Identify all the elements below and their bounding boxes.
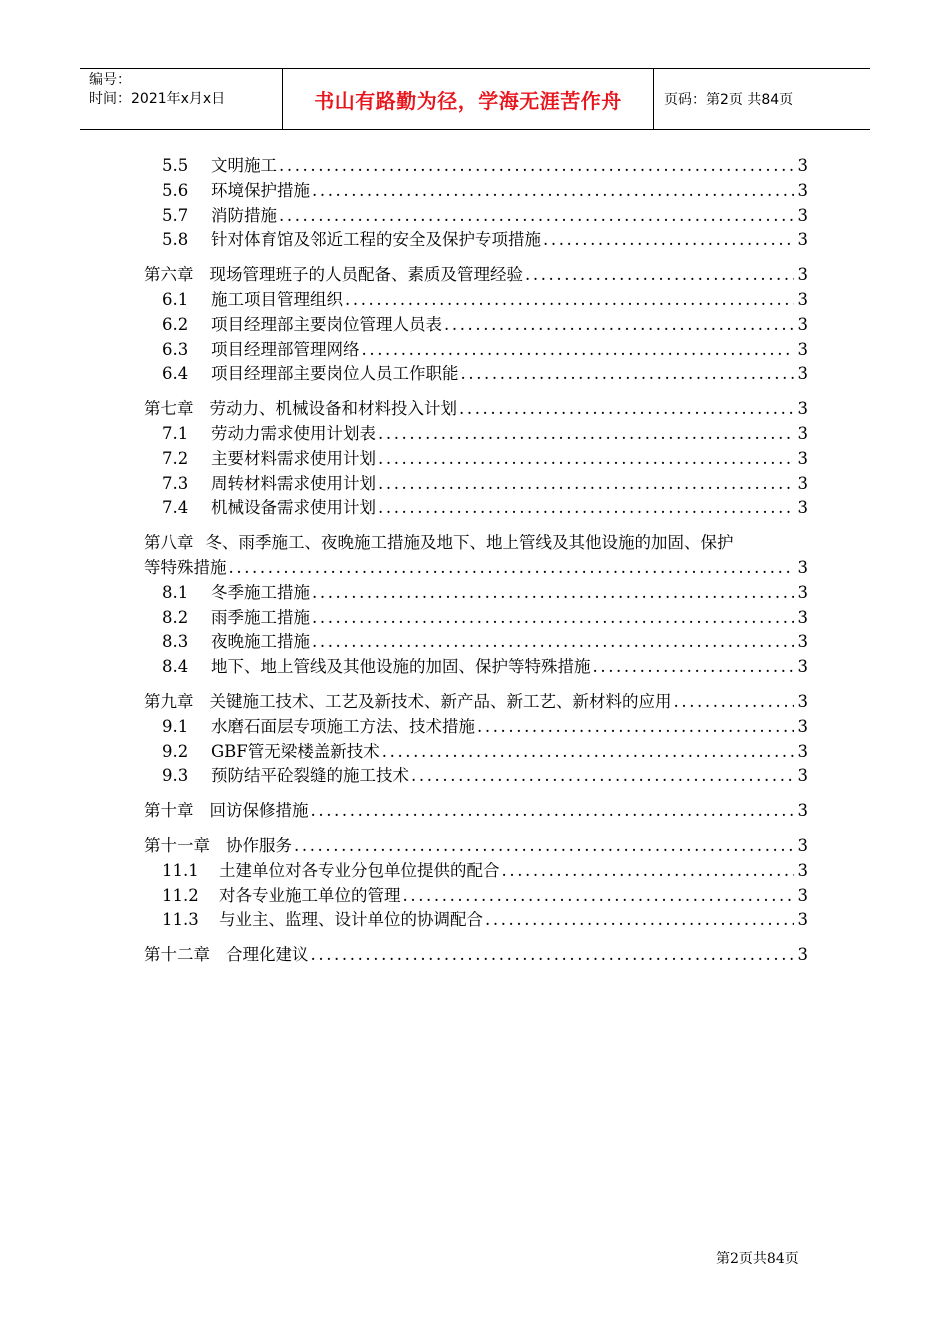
toc-entry-number: 第十一章 bbox=[144, 835, 210, 855]
toc-entry-title: 关键施工技术、工艺及新技术、新产品、新工艺、新材料的应用 bbox=[209, 691, 672, 711]
toc-entry-number: 8.1 bbox=[162, 582, 189, 602]
toc-section-entry[interactable] bbox=[144, 179, 808, 204]
toc-entry-page: 3 bbox=[797, 364, 808, 384]
toc-entry-page: 3 bbox=[797, 265, 808, 285]
toc-section-entry[interactable] bbox=[144, 655, 808, 680]
toc-entry-title: 施工项目管理组织 bbox=[211, 289, 343, 309]
toc-entry-title: GBF管无梁楼盖新技术 bbox=[211, 741, 380, 761]
toc-chapter-entry[interactable] bbox=[144, 943, 808, 968]
toc-dot-leader bbox=[294, 834, 794, 859]
toc-entry-page: 3 bbox=[797, 314, 808, 334]
toc-entry-number: 9.1 bbox=[162, 716, 189, 736]
toc-chapter-entry[interactable] bbox=[144, 531, 808, 581]
toc-entry-title: 项目经理部主要岗位管理人员表 bbox=[211, 314, 442, 334]
toc-entry-page: 3 bbox=[797, 473, 808, 493]
toc-entry-page: 3 bbox=[797, 632, 808, 652]
toc-dot-leader bbox=[311, 943, 795, 968]
toc-entry-page: 3 bbox=[797, 885, 808, 905]
toc-entry-page: 3 bbox=[797, 945, 808, 965]
document-time-label: 时间：2021年x月x日 bbox=[89, 91, 226, 107]
toc-entry-number: 第八章 bbox=[144, 533, 194, 553]
toc-chapter-entry[interactable] bbox=[144, 397, 808, 422]
toc-section-entry[interactable] bbox=[144, 581, 808, 606]
toc-entry-page: 3 bbox=[797, 607, 808, 627]
toc-entry-title: 消防措施 bbox=[211, 205, 277, 225]
toc-section-entry[interactable] bbox=[144, 362, 808, 387]
toc-dot-leader bbox=[444, 313, 794, 338]
toc-entry-title: 冬、雨季施工、夜晚施工措施及地下、地上管线及其他设施的加固、保护 bbox=[205, 533, 734, 553]
toc-entry-page: 3 bbox=[797, 180, 808, 200]
toc-dot-leader bbox=[312, 581, 794, 606]
toc-section-entry[interactable] bbox=[144, 859, 808, 884]
toc-section-entry[interactable] bbox=[144, 884, 808, 909]
toc-entry-number: 第十二章 bbox=[144, 945, 210, 965]
toc-entry-number: 9.3 bbox=[162, 766, 189, 786]
toc-dot-leader bbox=[485, 908, 794, 933]
toc-entry-number: 第十章 bbox=[144, 801, 194, 821]
toc-entry-title: 回访保修措施 bbox=[209, 801, 309, 821]
toc-dot-leader bbox=[345, 288, 794, 313]
toc-section-entry[interactable] bbox=[144, 288, 808, 313]
toc-entry-number: 7.1 bbox=[162, 423, 189, 443]
toc-entry-title: 周转材料需求使用计划 bbox=[211, 473, 376, 493]
toc-entry-number: 第六章 bbox=[144, 265, 194, 285]
toc-entry-title: 协作服务 bbox=[226, 835, 292, 855]
toc-entry-title: 水磨石面层专项施工方法、技术措施 bbox=[211, 716, 475, 736]
toc-dot-leader bbox=[543, 228, 794, 253]
toc-entry-title: 与业主、监理、设计单位的协调配合 bbox=[219, 910, 483, 930]
toc-entry-title-continued: 等特殊措施 bbox=[144, 557, 227, 577]
toc-entry-title: 环境保护措施 bbox=[211, 180, 310, 200]
toc-entry-page: 3 bbox=[797, 230, 808, 250]
toc-entry-number: 5.6 bbox=[162, 180, 189, 200]
toc-entry-number: 7.4 bbox=[162, 498, 189, 518]
toc-dot-leader bbox=[229, 556, 795, 581]
toc-entry-page: 3 bbox=[797, 289, 808, 309]
toc-entry-page: 3 bbox=[797, 557, 808, 577]
toc-entry-page: 3 bbox=[797, 582, 808, 602]
toc-section-entry[interactable] bbox=[144, 154, 808, 179]
toc-entry-page: 3 bbox=[797, 339, 808, 359]
toc-entry-page: 3 bbox=[797, 399, 808, 419]
toc-section-entry[interactable] bbox=[144, 338, 808, 363]
toc-dot-leader bbox=[362, 338, 795, 363]
toc-dot-leader bbox=[593, 655, 795, 680]
toc-entry-number: 11.1 bbox=[162, 860, 199, 880]
toc-entry-page: 3 bbox=[797, 716, 808, 736]
toc-entry-number: 5.8 bbox=[162, 230, 189, 250]
toc-entry-number: 7.3 bbox=[162, 473, 189, 493]
toc-chapter-entry[interactable] bbox=[144, 834, 808, 859]
toc-entry-title: 劳动力需求使用计划表 bbox=[211, 423, 376, 443]
toc-dot-leader bbox=[525, 263, 794, 288]
toc-entry-title: 现场管理班子的人员配备、素质及管理经验 bbox=[209, 265, 523, 285]
toc-dot-leader bbox=[378, 496, 794, 521]
toc-entry-title: 针对体育馆及邻近工程的安全及保护专项措施 bbox=[211, 230, 541, 250]
toc-entry-number: 第七章 bbox=[144, 399, 194, 419]
toc-entry-page: 3 bbox=[797, 498, 808, 518]
toc-dot-leader bbox=[502, 859, 795, 884]
toc-entry-page: 3 bbox=[797, 801, 808, 821]
header-page-label: 页码：第2页 共84页 bbox=[664, 92, 794, 108]
toc-chapter-entry[interactable] bbox=[144, 690, 808, 715]
toc-section-entry[interactable] bbox=[144, 472, 808, 497]
toc-dot-leader bbox=[311, 799, 795, 824]
toc-entry-page: 3 bbox=[797, 741, 808, 761]
toc-entry-title: 雨季施工措施 bbox=[211, 607, 310, 627]
toc-dot-leader bbox=[403, 884, 795, 909]
toc-dot-leader bbox=[477, 715, 794, 740]
toc-entry-number: 9.2 bbox=[162, 741, 189, 761]
toc-entry-page: 3 bbox=[797, 766, 808, 786]
toc-entry-title: 夜晚施工措施 bbox=[211, 632, 310, 652]
toc-section-entry[interactable] bbox=[144, 204, 808, 229]
toc-entry-page: 3 bbox=[797, 448, 808, 468]
toc-dot-leader bbox=[279, 204, 794, 229]
toc-entry-number: 8.4 bbox=[162, 657, 189, 677]
toc-section-entry[interactable] bbox=[144, 606, 808, 631]
toc-entry-title: 项目经理部主要岗位人员工作职能 bbox=[211, 364, 459, 384]
toc-chapter-entry[interactable] bbox=[144, 263, 808, 288]
toc-entry-number: 第九章 bbox=[144, 691, 194, 711]
toc-dot-leader bbox=[674, 690, 795, 715]
toc-entry-number: 5.5 bbox=[162, 156, 189, 175]
toc-entry-title: 主要材料需求使用计划 bbox=[211, 448, 376, 468]
toc-section-entry[interactable] bbox=[144, 313, 808, 338]
toc-dot-leader bbox=[382, 740, 794, 765]
toc-dot-leader bbox=[461, 362, 795, 387]
toc-entry-title: 冬季施工措施 bbox=[211, 582, 310, 602]
toc-section-entry[interactable] bbox=[144, 764, 808, 789]
toc-section-entry[interactable] bbox=[144, 908, 808, 933]
toc-entry-number: 6.1 bbox=[162, 289, 189, 309]
toc-dot-leader bbox=[378, 447, 794, 472]
toc-section-entry[interactable] bbox=[144, 496, 808, 521]
toc-entry-page: 3 bbox=[797, 835, 808, 855]
toc-entry-number: 6.3 bbox=[162, 339, 189, 359]
toc-entry-page: 3 bbox=[797, 205, 808, 225]
toc-entry-title: 文明施工 bbox=[211, 156, 277, 175]
toc-entry-title: 地下、地上管线及其他设施的加固、保护等特殊措施 bbox=[211, 657, 591, 677]
toc-entry-page: 3 bbox=[797, 910, 808, 930]
toc-entry-page: 3 bbox=[797, 691, 808, 711]
toc-entry-page: 3 bbox=[797, 423, 808, 443]
toc-section-entry[interactable] bbox=[144, 228, 808, 253]
toc-entry-title: 项目经理部管理网络 bbox=[211, 339, 360, 359]
toc-section-entry[interactable] bbox=[144, 715, 808, 740]
toc-entry-title: 劳动力、机械设备和材料投入计划 bbox=[209, 399, 457, 419]
toc-section-entry[interactable] bbox=[144, 447, 808, 472]
toc-entry-number: 8.3 bbox=[162, 632, 189, 652]
toc-dot-leader bbox=[312, 630, 794, 655]
toc-dot-leader bbox=[378, 472, 794, 497]
toc-entry-number: 6.2 bbox=[162, 314, 189, 334]
toc-dot-leader bbox=[312, 606, 794, 631]
toc-chapter-entry[interactable] bbox=[144, 799, 808, 824]
toc-entry-number: 5.7 bbox=[162, 205, 189, 225]
toc-dot-leader bbox=[459, 397, 794, 422]
toc-entry-number: 8.2 bbox=[162, 607, 189, 627]
toc-dot-leader bbox=[411, 764, 794, 789]
table-of-contents bbox=[144, 154, 808, 968]
toc-entry-title: 合理化建议 bbox=[226, 945, 309, 965]
toc-entry-page: 3 bbox=[797, 156, 808, 175]
toc-entry-page: 3 bbox=[797, 860, 808, 880]
toc-section-entry[interactable] bbox=[144, 630, 808, 655]
toc-entry-number: 11.2 bbox=[162, 885, 199, 905]
toc-entry-title: 预防结平砼裂缝的施工技术 bbox=[211, 766, 409, 786]
page-footer: 第2页共84页 bbox=[716, 1251, 799, 1267]
toc-entry-number: 11.3 bbox=[162, 910, 199, 930]
toc-entry-title: 土建单位对各专业分包单位提供的配合 bbox=[219, 860, 500, 880]
toc-dot-leader bbox=[279, 154, 794, 179]
toc-dot-leader bbox=[312, 179, 794, 204]
page-header bbox=[80, 68, 870, 130]
toc-entry-title: 机械设备需求使用计划 bbox=[211, 498, 376, 518]
toc-dot-leader bbox=[378, 422, 794, 447]
header-motto: 书山有路勤为径，学海无涯苦作舟 bbox=[282, 69, 654, 129]
toc-section-entry[interactable] bbox=[144, 422, 808, 447]
header-meta bbox=[80, 69, 282, 129]
document-number-label: 编号： bbox=[89, 72, 131, 88]
toc-entry-number: 6.4 bbox=[162, 364, 189, 384]
toc-entry-page: 3 bbox=[797, 657, 808, 677]
toc-section-entry[interactable] bbox=[144, 740, 808, 765]
toc-entry-number: 7.2 bbox=[162, 448, 189, 468]
toc-entry-title: 对各专业施工单位的管理 bbox=[219, 885, 401, 905]
